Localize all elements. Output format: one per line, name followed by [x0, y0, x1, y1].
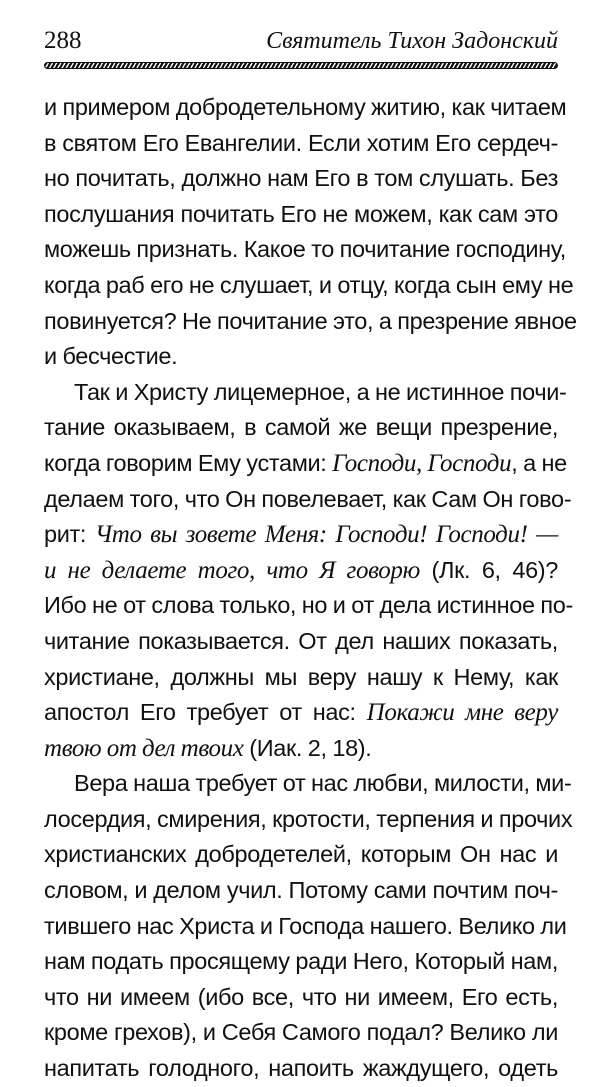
text-run: Вера наша требует от нас любви, милости, ми- [74, 770, 572, 797]
text-line [44, 1051, 558, 1087]
italic-quote: и не делаете того, что Я говорю [44, 556, 420, 584]
text-line [44, 909, 567, 945]
text-run: напитать голодного, напоить жаждущего, одеть [44, 1055, 558, 1082]
text-line [44, 268, 574, 304]
text-run: нам подать просящему ради Него, Который нам, [44, 948, 558, 975]
text-run: делаем того, что Он повелевает, как Сам Он гово- [44, 485, 572, 512]
text-run: тившего нас Христа и Господа нашего. Велико ли [44, 912, 567, 939]
text-line [44, 624, 558, 660]
text-line [44, 588, 573, 624]
text-run: христиане, должны мы веру нашу к Нему, как [44, 663, 558, 690]
text-line [44, 837, 558, 873]
paragraph [44, 90, 577, 375]
italic-quote: Что вы зовете Меня: Господи! Господи! — [94, 521, 558, 549]
text-run: когда говорим Ему устами: [44, 449, 333, 476]
paragraph [44, 766, 573, 1086]
text-run: что ни имеем (ибо все, что ни имеем, Его есть, [44, 983, 558, 1010]
text-line [44, 1015, 558, 1051]
text-line [44, 731, 558, 767]
text-line [44, 873, 558, 909]
running-header [44, 22, 558, 56]
text-run: читание показывается. От дел наших показать, [44, 627, 558, 654]
body-text [44, 90, 577, 1087]
italic-quote: твою от дел твоих [44, 734, 244, 762]
text-run: (Иак. 2, 18). [243, 734, 372, 761]
text-run: , а не [511, 449, 567, 476]
text-run: повинуется? Не почитание это, а презрение явное [44, 307, 577, 334]
text-run: когда раб его не слушает, и отцу, когда сын ему не [44, 271, 574, 298]
text-line [44, 90, 567, 126]
text-run: лосердия, смирения, кротости, терпения и прочих [44, 805, 573, 832]
text-run: тание оказываем, в самой же вещи презрение, [44, 414, 558, 441]
text-run: христианских добродетелей, которым Он нас и [44, 841, 558, 868]
text-line [44, 802, 573, 838]
text-line [44, 980, 558, 1016]
text-run: Так и Христу лицемерное, а не истинное почи- [74, 378, 567, 405]
text-line [44, 375, 567, 411]
text-run: в святом Его Евангелии. Если хотим Его сердеч- [44, 129, 558, 156]
text-line [44, 304, 577, 340]
text-line [44, 944, 558, 980]
text-line [44, 126, 558, 162]
text-run: кроме грехов), и Себя Самого подал? Велико ли [44, 1019, 558, 1046]
text-run: и бесчестие. [44, 343, 178, 370]
text-run: можешь признать. Какое то почитание господину, [44, 236, 566, 263]
text-run: Ибо не от слова только, но и от дела истинное по- [44, 592, 573, 619]
text-run: апостол Его требует от нас: [44, 699, 367, 726]
italic-quote: Покажи мне веру [366, 699, 558, 727]
text-line [44, 766, 572, 802]
text-run: словом, и делом учил. Потому сами почтим поч- [44, 877, 558, 904]
text-line [44, 232, 566, 268]
text-line [44, 197, 558, 233]
text-line [44, 410, 558, 446]
text-run: рит: [44, 521, 95, 548]
text-line [44, 553, 558, 589]
text-run: послушания почитать Его не можем, как сам это [44, 200, 558, 227]
text-run: и примером добродетельному житию, как читаем [44, 94, 567, 120]
text-line [44, 446, 567, 482]
paragraph [44, 375, 573, 767]
text-line [44, 517, 558, 553]
page-number: 288 [44, 27, 82, 54]
text-line [44, 161, 558, 197]
italic-quote: Господи, Господи [332, 449, 512, 477]
text-line [44, 482, 572, 518]
text-run: но почитать, должно нам Его в том слушать. Без [44, 165, 558, 192]
decorative-rope-rule [44, 62, 558, 69]
running-title: Святитель Тихон Задонский [266, 28, 558, 54]
text-run: (Лк. 6, 46)? [419, 556, 558, 583]
text-line [44, 339, 558, 375]
text-line [44, 695, 558, 731]
text-line [44, 660, 558, 696]
